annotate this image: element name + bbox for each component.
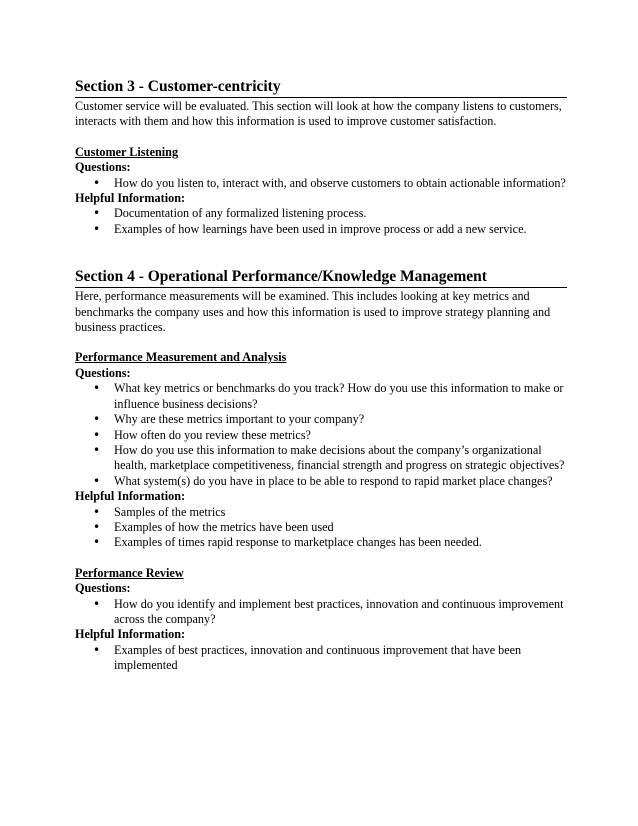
list-item: • Samples of the metrics: [75, 505, 567, 520]
performance-review-questions-list: [75, 597, 567, 628]
list-item: • Examples of best practices, innovation and continuous improvement that have been implemented: [75, 643, 567, 674]
list-item: • What system(s) do you have in place to be able to respond to rapid market place changes?: [75, 474, 567, 489]
performance-measurement-helpful-label: Helpful Information:: [75, 489, 186, 504]
performance-review-heading: Performance Review: [75, 565, 184, 580]
section-3-title: Section 3 - Customer-centricity: [75, 78, 567, 98]
list-item: • Examples of times rapid response to marketplace changes has been needed.: [75, 535, 567, 550]
list-item: • Examples of how learnings have been used in improve process or add a new service.: [75, 222, 567, 237]
performance-review-helpful-label: Helpful Information:: [75, 627, 186, 642]
list-item: • How do you listen to, interact with, and observe customers to obtain actionable information?: [75, 176, 567, 191]
customer-listening-questions-list: [75, 176, 567, 191]
list-item: • Documentation of any formalized listening process.: [75, 206, 567, 221]
performance-review-questions-label: Questions:: [75, 581, 131, 596]
section-3-intro: Customer service will be evaluated. This section will look at how the company listens to customers, interacts with them and how this information is used to improve customer satisfaction.: [75, 99, 562, 129]
customer-listening-helpful-label: Helpful Information:: [75, 191, 186, 206]
customer-listening-heading: Customer Listening: [75, 144, 179, 159]
performance-measurement-questions-list: [75, 381, 567, 489]
list-item: • How do you identify and implement best practices, innovation and continuous improvement across the company?: [75, 597, 567, 628]
document-page: [75, 78, 567, 674]
list-item: • How do you use this information to make decisions about the company’s organizational health, marketplace competitiveness, financial strength and progress on strategic objectives?: [75, 443, 567, 474]
list-item: • Why are these metrics important to your company?: [75, 412, 567, 427]
customer-listening-helpful-list: [75, 206, 567, 237]
section-4-intro: Here, performance measurements will be examined. This includes looking at key metrics and benchmarks the company uses and how this information is used to improve strategy planning and business practices.: [75, 289, 551, 335]
performance-measurement-helpful-list: [75, 505, 567, 551]
list-item: • What key metrics or benchmarks do you track? How do you use this information to make or influence business decisions?: [75, 381, 567, 412]
list-item: • How often do you review these metrics?: [75, 428, 567, 443]
performance-measurement-heading: Performance Measurement and Analysis: [75, 350, 287, 365]
performance-review-helpful-list: [75, 643, 567, 674]
performance-measurement-questions-label: Questions:: [75, 365, 131, 380]
section-4-title: Section 4 - Operational Performance/Knowledge Management: [75, 268, 567, 288]
list-item: • Examples of how the metrics have been used: [75, 520, 567, 535]
customer-listening-questions-label: Questions:: [75, 160, 131, 175]
